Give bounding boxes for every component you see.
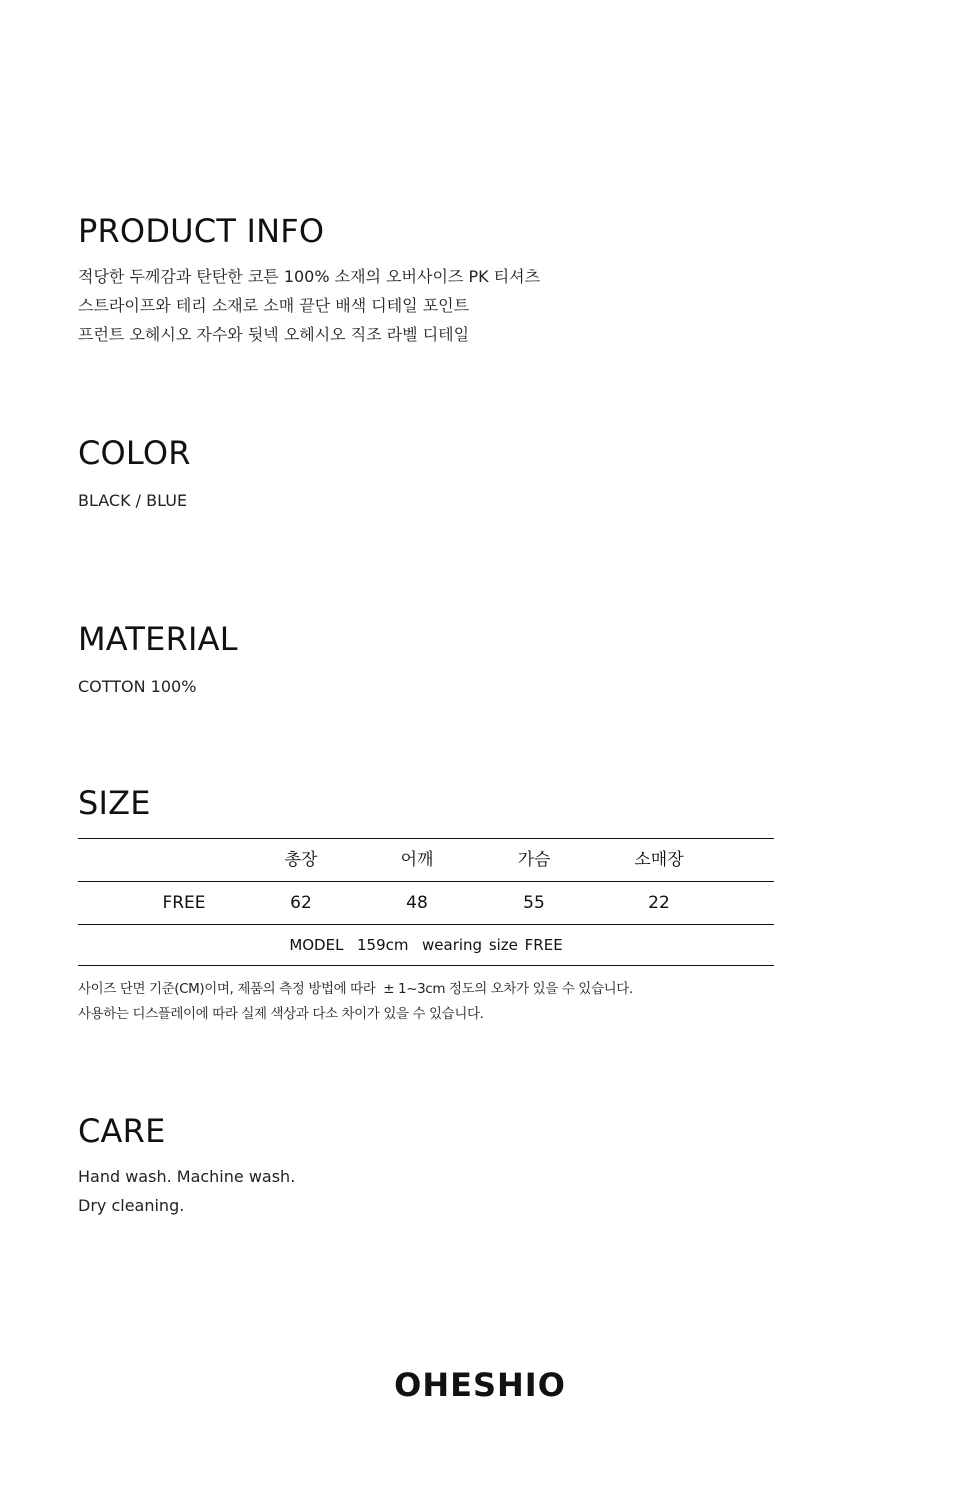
- material-section: [78, 620, 238, 701]
- size-column-header: 가슴: [517, 850, 551, 870]
- care-line: Hand wash. Machine wash.: [78, 1167, 296, 1186]
- size-column-header: 소매장: [634, 850, 684, 870]
- care-section: [78, 1112, 295, 1220]
- product-info-line: 프런트 오헤시오 자수와 뒷넥 오헤시오 직조 라벨 디테일: [78, 325, 470, 344]
- brand-logo: OHESHIO: [394, 1366, 566, 1404]
- color-body: [78, 486, 191, 515]
- size-column-header: 어깨: [400, 850, 434, 870]
- color-section: [78, 434, 191, 515]
- size-table: [78, 838, 774, 966]
- material-body: [78, 672, 238, 701]
- size-cell: 48: [406, 893, 428, 913]
- size-cell: 22: [648, 893, 670, 913]
- care-line: Dry cleaning.: [78, 1196, 185, 1215]
- care-heading: CARE: [78, 1112, 166, 1150]
- product-info-line: 적당한 두께감과 탄탄한 코튼 100% 소재의 오버사이즈 PK 티셔츠: [78, 267, 541, 286]
- color-value: BLACK / BLUE: [78, 491, 188, 510]
- size-heading: SIZE: [78, 784, 151, 822]
- color-heading: COLOR: [78, 434, 191, 472]
- size-note: 사이즈 단면 기준(CM)이며, 제품의 측정 방법에 따라 ± 1~3cm 정도의 오차가 있을 수 있습니다.: [78, 981, 633, 997]
- size-model-row: [78, 924, 774, 966]
- size-table-row: [78, 881, 774, 924]
- size-column-header: 총장: [284, 850, 318, 870]
- product-info-description: [78, 262, 540, 349]
- size-notes: [78, 977, 633, 1027]
- care-instructions: [78, 1162, 295, 1220]
- size-table-header-row: [78, 838, 774, 881]
- material-value: COTTON 100%: [78, 677, 197, 696]
- size-cell: 62: [290, 893, 312, 913]
- size-section: [78, 784, 151, 822]
- size-cell: FREE: [162, 893, 206, 913]
- product-info-section: [78, 212, 540, 349]
- size-note: 사용하는 디스플레이에 따라 실제 색상과 다소 차이가 있을 수 있습니다.: [78, 1006, 484, 1022]
- product-info-line: 스트라이프와 테리 소재로 소매 끝단 배색 디테일 포인트: [78, 296, 470, 315]
- material-heading: MATERIAL: [78, 620, 238, 658]
- size-cell: 55: [523, 893, 545, 913]
- model-note: MODEL 159cm wearing size FREE: [289, 936, 563, 954]
- product-info-heading: PRODUCT INFO: [78, 212, 325, 250]
- size-column-header: [124, 839, 244, 881]
